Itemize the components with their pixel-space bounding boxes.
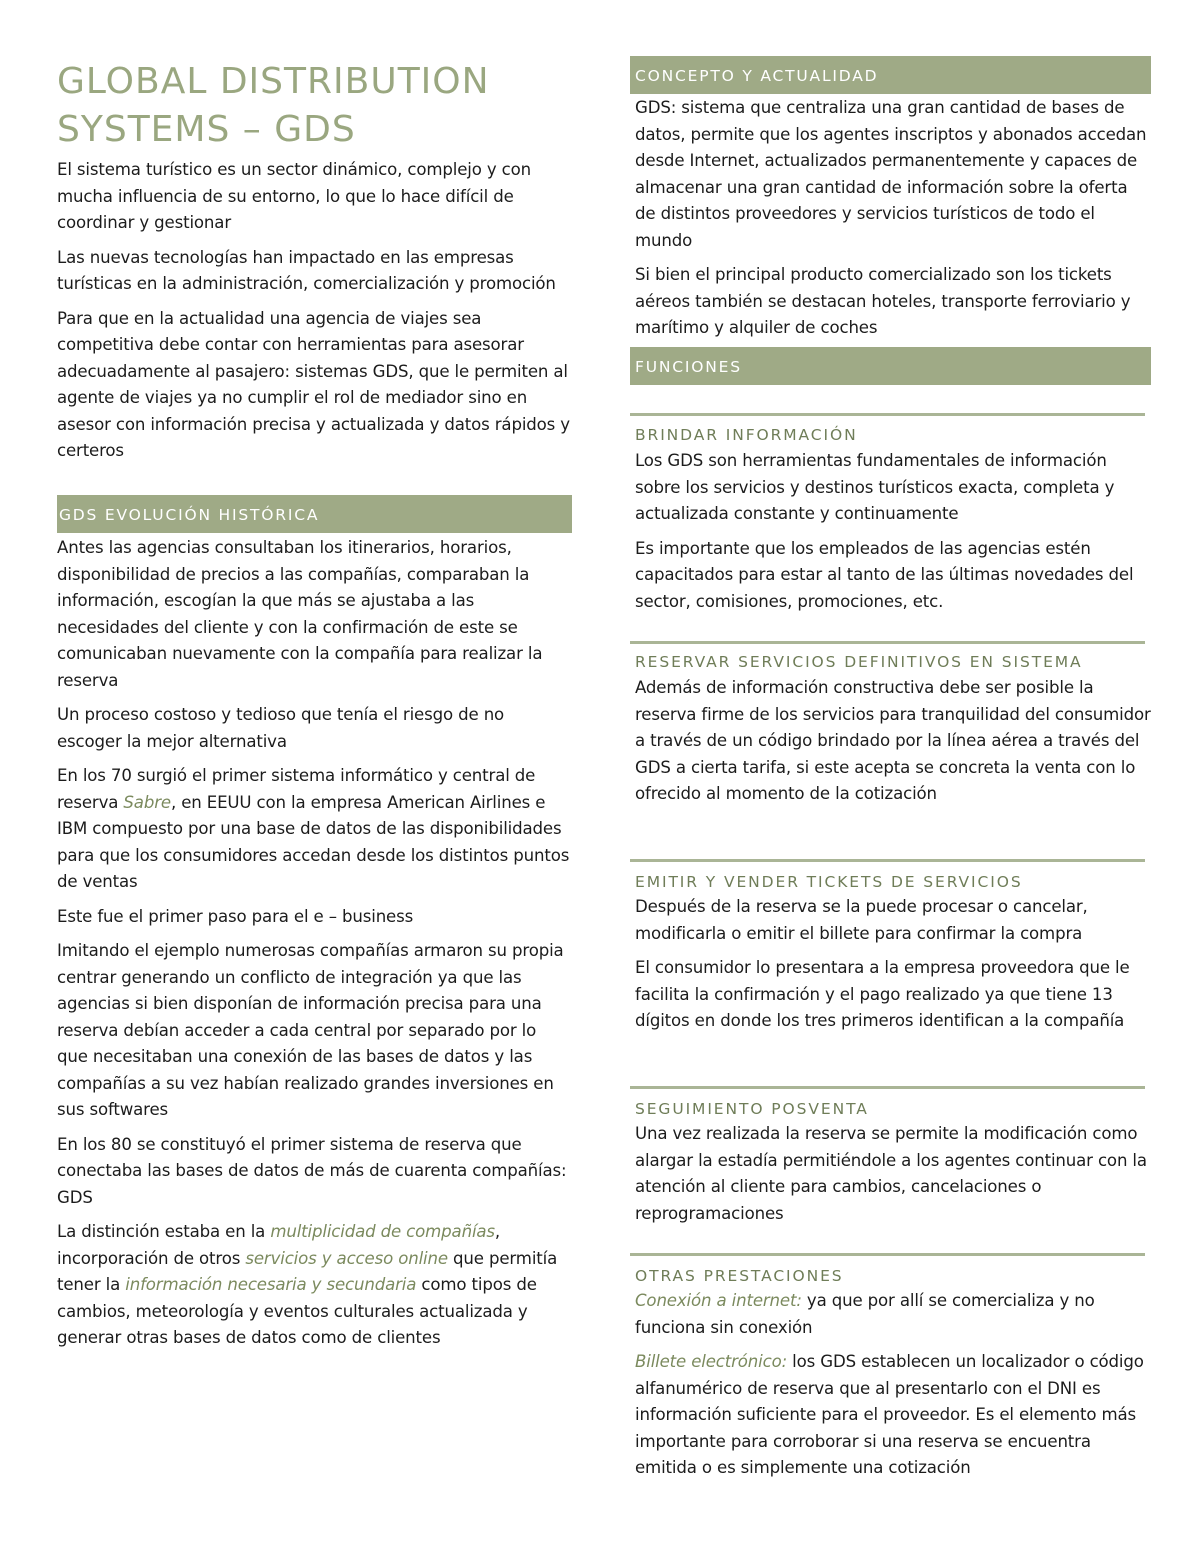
divider-brindar	[630, 413, 1145, 416]
emitir-section	[635, 894, 1151, 1035]
brindar-paragraph-2: Es importante que los empleados de las agencias estén capacitados para estar al tanto de las últimas novedades del sector, comisiones, promociones, etc.	[635, 538, 1134, 611]
section-header-concepto	[630, 56, 1151, 94]
emphasis-billete: Billete electrónico:	[635, 1352, 788, 1371]
otras-paragraph-1	[635, 1288, 1151, 1341]
subheading-emitir: EMITIR Y VENDER TICKETS DE SERVICIOS	[635, 873, 1023, 891]
otras-paragraph-2	[635, 1349, 1151, 1482]
evolucion-paragraph-2: Un proceso costoso y tedioso que tenía el riesgo de no escoger la mejor alternativa	[57, 705, 505, 751]
section-header-funciones-label: FUNCIONES	[635, 358, 742, 376]
emphasis-conexion: Conexión a internet:	[635, 1291, 802, 1310]
evolucion-p7-text-a: La distinción estaba en la	[57, 1222, 271, 1241]
evolucion-section	[57, 535, 572, 1352]
subheading-seguimiento: SEGUIMIENTO POSVENTA	[635, 1100, 869, 1118]
evolucion-p7-text-d: como tipos de cambios, meteorología y eventos culturales actualizada y generar otras bases de datos como de clientes	[57, 1275, 537, 1347]
evolucion-p7-text-b: , incorporación de otros	[57, 1222, 501, 1268]
evolucion-p7-text-c: que permitía tener la	[57, 1248, 558, 1294]
divider-otras	[630, 1253, 1145, 1256]
section-header-funciones	[630, 347, 1151, 385]
otras-section	[635, 1288, 1151, 1482]
brindar-section	[635, 448, 1151, 615]
brindar-paragraph-1: Los GDS son herramientas fundamentales de información sobre los servicios y destinos turísticos exacta, completa y actualizada constante y continuamente	[635, 451, 1115, 523]
page-title	[57, 58, 490, 154]
concepto-paragraph-2: Si bien el principal producto comercializado son los tickets aéreos también se destacan hoteles, transporte ferroviario y marítimo y alquiler de coches	[635, 265, 1131, 337]
concepto-paragraph-1: GDS: sistema que centraliza una gran cantidad de bases de datos, permite que los agentes inscriptos y abonados accedan desde Internet, actualizados permanentemente y capaces de almacenar una gran cantidad de información sobre la oferta de distintos proveedores y servicios turísticos de todo el mundo	[635, 98, 1147, 250]
evolucion-p3-text-a: En los 70 surgió el primer sistema informático y central de reserva	[57, 766, 536, 812]
evolucion-p3-text-b: , en EEUU con la empresa American Airlines e IBM compuesto por una base de datos de las disponibilidades para que los consumidores accedan desde los distintos puntos de ventas	[57, 792, 570, 891]
subheading-otras: OTRAS PRESTACIONES	[635, 1267, 844, 1285]
evolucion-paragraph-6: En los 80 se constituyó el primer sistema de reserva que conectaba las bases de datos de más de cuarenta compañías: GDS	[57, 1134, 567, 1207]
seguimiento-section	[635, 1121, 1151, 1227]
divider-seguimiento	[630, 1086, 1145, 1089]
subheading-brindar: BRINDAR INFORMACIÓN	[635, 426, 858, 444]
emphasis-multiplicidad: multiplicidad de compañías	[270, 1222, 495, 1241]
reservar-paragraph-1: Además de información constructiva debe ser posible la reserva firme de los servicios para tranquilidad del consumidor a través de un código brindado por la línea aérea a través del GDS a cierta tarifa, si este acepta se concreta la venta con lo ofrecido al momento de la cotización	[635, 678, 1151, 803]
evolucion-paragraph-7	[57, 1219, 572, 1352]
otras-p2-rest: los GDS establecen un localizador o código alfanumérico de reserva que al presentarlo con el DNI es información suficiente para el proveedor. Es el elemento más importante para corroborar si una reserva se encuentra emitida o es simplemente una cotización	[635, 1352, 1144, 1477]
emphasis-servicios: servicios y acceso online	[245, 1248, 448, 1268]
title-line-1: GLOBAL DISTRIBUTION	[57, 61, 490, 102]
intro-paragraph-1: El sistema turístico es un sector dinámico, complejo y con mucha influencia de su entorno, lo que lo hace difícil de coordinar y gestionar	[57, 160, 531, 232]
emitir-paragraph-1: Después de la reserva se la puede procesar o cancelar, modificarla o emitir el billete para confirmar la compra	[635, 897, 1088, 943]
intro-paragraph-3: Para que en la actualidad una agencia de viajes sea competitiva debe contar con herramientas para asesorar adecuadamente al pasajero: sistemas GDS, que le permiten al agente de viajes ya no cumplir el rol de mediador sino en asesor con información precisa y actualizada y datos rápidos y certeros	[57, 308, 570, 460]
sabre-emphasis: Sabre	[123, 792, 171, 812]
evolucion-paragraph-3	[57, 763, 572, 896]
intro-section	[57, 157, 572, 465]
divider-reservar	[630, 641, 1145, 644]
intro-paragraph-2: Las nuevas tecnologías han impactado en las empresas turísticas en la administración, comercialización y promoción	[57, 247, 556, 293]
otras-p1-rest: ya que por allí se comercializa y no funciona sin conexión	[635, 1291, 1095, 1337]
seguimiento-paragraph-1: Una vez realizada la reserva se permite la modificación como alargar la estadía permitiéndole a los agentes continuar con la atención al cliente para cambios, cancelaciones o reprogramaciones	[635, 1124, 1147, 1223]
section-header-evolucion	[57, 495, 572, 533]
emitir-paragraph-2: El consumidor lo presentara a la empresa proveedora que le facilita la confirmación y el pago realizado ya que tiene 13 dígitos en donde los tres primeros identifican a la compañía	[635, 958, 1130, 1030]
title-line-2: SYSTEMS – GDS	[57, 109, 356, 150]
emphasis-informacion: información necesaria y secundaria	[125, 1275, 417, 1294]
reservar-section	[635, 675, 1151, 808]
evolucion-paragraph-4: Este fue el primer paso para el e – business	[57, 906, 414, 926]
subheading-reservar: RESERVAR SERVICIOS DEFINITIVOS EN SISTEMA	[635, 653, 1083, 671]
section-header-concepto-label: CONCEPTO Y ACTUALIDAD	[635, 67, 879, 85]
divider-emitir	[630, 859, 1145, 862]
section-header-evolucion-label: GDS EVOLUCIÓN HISTÓRICA	[59, 506, 320, 524]
concepto-section	[635, 95, 1151, 342]
evolucion-paragraph-5: Imitando el ejemplo numerosas compañías armaron su propia centrar generando un conflicto de integración ya que las agencias si bien disponían de información precisa para una reserva debían acceder a cada central por separado por lo que necesitaban una conexión de las bases de datos y las compañías a su vez habían realizado grandes inversiones en sus softwares	[57, 941, 564, 1119]
evolucion-paragraph-1: Antes las agencias consultaban los itinerarios, horarios, disponibilidad de precios a las compañías, comparaban la información, escogían la que más se ajustaba a las necesidades del cliente y con la confirmación de este se comunicaban nuevamente con la compañía para realizar la reserva	[57, 538, 543, 690]
